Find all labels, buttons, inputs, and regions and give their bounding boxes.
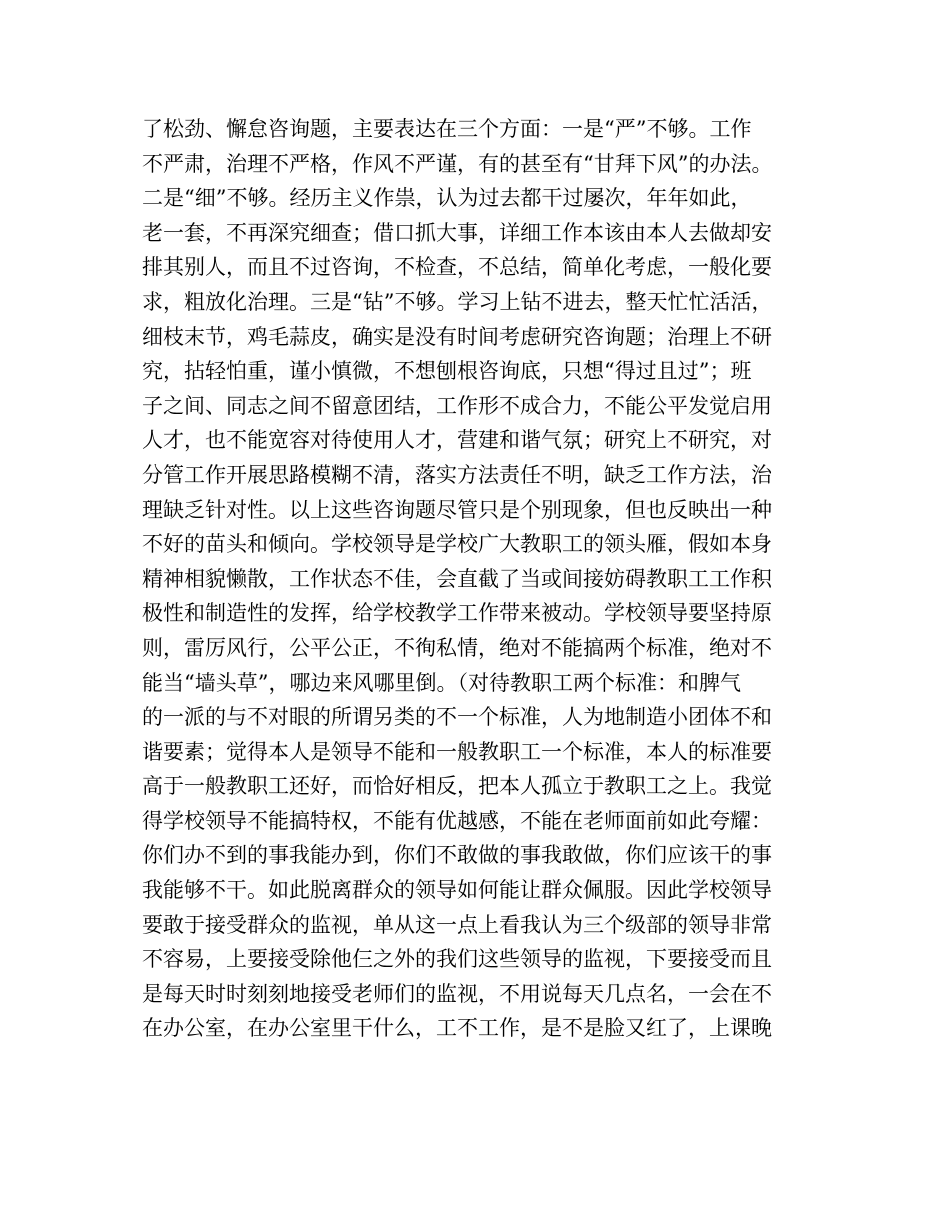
text-line: 二是“细”不够。经历主义作祟，认为过去都干过屡次，年年如此， [142,186,752,211]
text-line: 极性和制造性的发挥，给学校教学工作带来被动。学校领导要坚持原 [142,601,772,626]
text-line: 排其别人，而且不过咨询，不检查，不总结，简单化考虑，一般化要 [142,255,772,280]
text-line: 分管工作开展思路模糊不清，落实方法责任不明，缺乏工作方法，治 [142,462,772,487]
text-line: 不好的苗头和倾向。学校领导是学校广大教职工的领头雁，假如本身 [142,532,772,557]
text-line: 精神相貌懒散，工作状态不佳，会直截了当或间接妨碍教职工工作积 [142,566,772,591]
text-line: 了松劲、懈怠咨询题，主要表达在三个方面：一是“严”不够。工作 [142,117,752,141]
text-line: 的一派的与不对眼的所谓另类的不一个标准，人为地制造小团体不和 [142,705,772,730]
text-line: 究，拈轻怕重，谨小慎微，不想刨根咨询底，只想“得过且过”；班 [142,359,752,384]
text-line: 要敢于接受群众的监视，单从这一点上看我认为三个级部的领导非常 [142,912,772,937]
body-text [142,112,832,1046]
text-line: 在办公室，在办公室里干什么，工不工作，是不是脸又红了，上课晚 [142,1016,772,1041]
text-line: 是每天时时刻刻地接受老师们的监视，不用说每天几点名，一会在不 [142,981,772,1006]
text-line: 理缺乏针对性。以上这些咨询题尽管只是个别现象，但也反映出一种 [142,497,772,522]
text-line: 能当“墙头草”，哪边来风哪里倒。（对待教职工两个标准：和脾气 [142,670,741,695]
text-line: 则，雷厉风行，公平公正，不徇私情，绝对不能搞两个标准，绝对不 [142,635,772,660]
text-line: 求，粗放化治理。三是“钻”不够。学习上钻不进去，整天忙忙活活， [142,289,773,314]
text-line: 子之间、同志之间不留意团结，工作形不成合力，不能公平发觉启用 [142,393,772,418]
text-line: 我能够不干。如此脱离群众的领导如何能让群众佩服。因此学校领导 [142,878,772,903]
text-line: 谐要素；觉得本人是领导不能和一般教职工一个标准，本人的标准要 [142,739,772,764]
text-line: 你们办不到的事我能办到，你们不敢做的事我敢做，你们应该干的事 [142,843,772,868]
text-line: 得学校领导不能搞特权，不能有优越感，不能在老师面前如此夸耀： [142,808,772,833]
text-line: 人才，也不能宽容对待使用人才，营建和谐气氛；研究上不研究，对 [142,428,772,453]
text-line: 高于一般教职工还好，而恰好相反，把本人孤立于教职工之上。我觉 [142,774,772,799]
text-line: 老一套，不再深究细查；借口抓大事，详细工作本该由本人去做却安 [142,220,772,245]
text-line: 不严肃，治理不严格，作风不严谨，有的甚至有“甘拜下风”的办法。 [142,151,773,176]
text-line: 细枝末节，鸡毛蒜皮，确实是没有时间考虑研究咨询题；治理上不研 [142,324,772,349]
text-line: 不容易，上要接受除他仨之外的我们这些领导的监视，下要接受而且 [142,947,772,972]
